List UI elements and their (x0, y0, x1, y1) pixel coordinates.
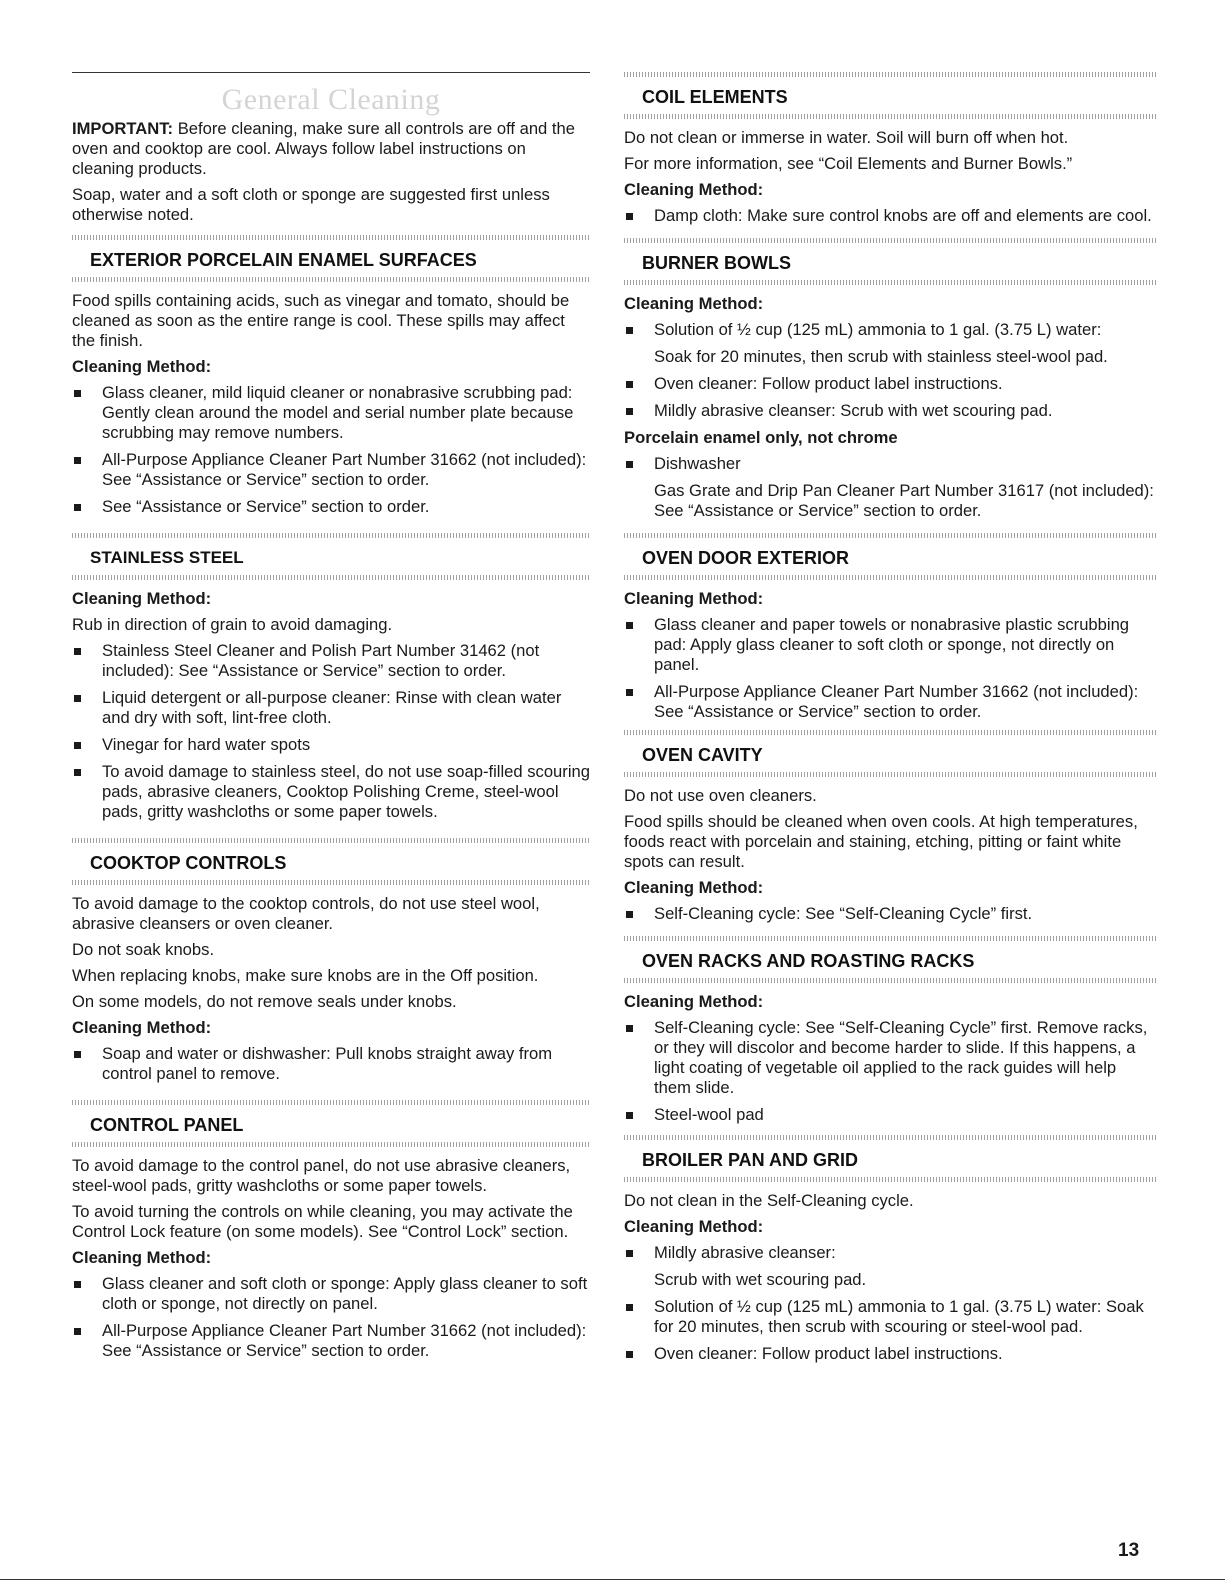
hatch-divider (624, 238, 1156, 243)
list-item: Self-Cleaning cycle: See “Self-Cleaning Cycle” first. (624, 904, 1156, 924)
bullet-square-icon (626, 689, 633, 696)
hatch-divider (624, 114, 1156, 119)
list-item: To avoid damage to stainless steel, do not use soap-filled scouring pads, abrasive cleaners, Cooktop Polishing Creme, steel-wool pads, gritty washcloths or some paper towels. (72, 762, 590, 822)
section-description: Rub in direction of grain to avoid damaging. (72, 615, 393, 634)
list-item: Oven cleaner: Follow product label instructions. (624, 1344, 1156, 1364)
list-item: Dishwasher (624, 454, 1156, 474)
cleaning-method-label: Cleaning Method: (72, 1248, 212, 1267)
section-cooktop-controls (72, 838, 590, 1084)
hatch-divider (624, 280, 1156, 285)
section-title: BURNER BOWLS (642, 253, 791, 273)
list-item-continuation: Scrub with wet scouring pad. (654, 1270, 867, 1289)
page-number: 13 (1118, 1540, 1140, 1561)
paragraph: For more information, see “Coil Elements and Burner Bowls.” (624, 154, 1073, 173)
bullet-square-icon (74, 1328, 81, 1335)
hatch-divider (624, 533, 1156, 538)
hatch-divider (624, 72, 1156, 77)
list-item: All-Purpose Appliance Cleaner Part Number 31662 (not included): See “Assistance or Service” section to order. (72, 450, 590, 490)
section-oven-racks (624, 936, 1156, 1125)
hatch-divider (624, 1177, 1156, 1182)
cleaning-method-label: Cleaning Method: (72, 589, 212, 608)
hatch-divider (72, 1142, 590, 1147)
section-description: Food spills containing acids, such as vinegar and tomato, should be cleaned as soon as the entire range is cool. These spills may affect the finish. (72, 291, 570, 350)
right-column (624, 0, 1156, 1371)
section-title: COOKTOP CONTROLS (90, 853, 287, 873)
hatch-divider (624, 936, 1156, 941)
important-text: Before cleaning, make sure all controls are off and the oven and cooktop are cool. Always follow label instructions on cleaning products. (72, 119, 575, 178)
section-burner-bowls (624, 238, 1156, 521)
soap-note: Soap, water and a soft cloth or sponge are suggested first unless otherwise noted. (72, 185, 550, 224)
list-item: Mildly abrasive cleanser: (624, 1243, 1156, 1263)
bullet-square-icon (626, 1351, 633, 1358)
hatch-divider (72, 575, 590, 580)
bullet-square-icon (626, 1304, 633, 1311)
bullet-square-icon (626, 622, 633, 629)
list-item: Self-Cleaning cycle: See “Self-Cleaning Cycle” first. Remove racks, or they will discolor and become harder to slide. If this happens, a light coating of vegetable oil applied to the rack guides will help them slide. (624, 1018, 1156, 1098)
bullet-square-icon (74, 1051, 81, 1058)
hatch-divider (624, 978, 1156, 983)
paragraph: Do not use oven cleaners. (624, 786, 817, 805)
cleaning-method-label: Cleaning Method: (624, 878, 764, 897)
bullet-square-icon (74, 1281, 81, 1288)
hatch-divider (72, 1100, 590, 1105)
section-exterior-porcelain (72, 235, 590, 517)
bullet-square-icon (626, 911, 633, 918)
paragraph: Do not clean in the Self-Cleaning cycle. (624, 1191, 914, 1210)
list-item: Steel-wool pad (624, 1105, 1156, 1125)
paragraph: To avoid damage to the cooktop controls, do not use steel wool, abrasive cleansers or oven cleaner. (72, 894, 540, 933)
list-item: Damp cloth: Make sure control knobs are off and elements are cool. (624, 206, 1156, 226)
list-item: Vinegar for hard water spots (72, 735, 590, 755)
porcelain-only-label: Porcelain enamel only, not chrome (624, 428, 898, 447)
section-title: BROILER PAN AND GRID (642, 1150, 858, 1170)
list-item-continuation: Gas Grate and Drip Pan Cleaner Part Number 31617 (not included): See “Assistance or Service” section to order. (654, 481, 1154, 520)
list-item: Solution of ½ cup (125 mL) ammonia to 1 gal. (3.75 L) water: (624, 320, 1156, 340)
list-item: Oven cleaner: Follow product label instructions. (624, 374, 1156, 394)
cleaning-method-label: Cleaning Method: (624, 1217, 764, 1236)
hatch-divider (72, 838, 590, 843)
important-label: IMPORTANT: (72, 119, 174, 138)
list-item: Mildly abrasive cleanser: Scrub with wet scouring pad. (624, 401, 1156, 421)
hatch-divider (72, 880, 590, 885)
section-oven-cavity (624, 730, 1156, 924)
cleaning-method-label: Cleaning Method: (624, 294, 764, 313)
section-control-panel (72, 1100, 590, 1361)
bullet-square-icon (74, 769, 81, 776)
paragraph: Do not clean or immerse in water. Soil will burn off when hot. (624, 128, 1069, 147)
list-item-continuation: Soak for 20 minutes, then scrub with stainless steel-wool pad. (654, 347, 1108, 366)
hatch-divider (72, 235, 590, 240)
list-item: See “Assistance or Service” section to order. (72, 497, 590, 517)
section-title: EXTERIOR PORCELAIN ENAMEL SURFACES (90, 250, 477, 270)
hatch-divider (624, 575, 1156, 580)
section-title: STAINLESS STEEL (90, 548, 244, 567)
bullet-square-icon (74, 457, 81, 464)
cleaning-method-label: Cleaning Method: (624, 589, 764, 608)
list-item: All-Purpose Appliance Cleaner Part Number 31662 (not included): See “Assistance or Service” section to order. (624, 682, 1156, 722)
bullet-square-icon (74, 504, 81, 511)
section-title: OVEN CAVITY (642, 745, 763, 765)
bottom-rule (0, 1579, 1225, 1580)
list-item: All-Purpose Appliance Cleaner Part Number 31662 (not included): See “Assistance or Service” section to order. (72, 1321, 590, 1361)
hatch-divider (72, 533, 590, 538)
bullet-square-icon (74, 742, 81, 749)
bullet-square-icon (626, 213, 633, 220)
list-item: Soap and water or dishwasher: Pull knobs straight away from control panel to remove. (72, 1044, 590, 1084)
cleaning-method-label: Cleaning Method: (72, 1018, 212, 1037)
hatch-divider (624, 730, 1156, 735)
hatch-divider (72, 277, 590, 282)
section-title: OVEN DOOR EXTERIOR (642, 548, 850, 568)
list-item: Glass cleaner, mild liquid cleaner or nonabrasive scrubbing pad: Gently clean around the model and serial number plate because scrubbing may remove numbers. (72, 383, 590, 443)
section-oven-door-exterior (624, 533, 1156, 722)
paragraph: Do not soak knobs. (72, 940, 215, 959)
section-title: OVEN RACKS AND ROASTING RACKS (642, 951, 975, 971)
paragraph: To avoid damage to the control panel, do not use abrasive cleaners, steel-wool pads, gritty washcloths or some paper towels. (72, 1156, 571, 1195)
paragraph: To avoid turning the controls on while cleaning, you may activate the Control Lock feature (on some models). See “Control Lock” section. (72, 1202, 573, 1241)
bullet-square-icon (626, 381, 633, 388)
top-rule (72, 72, 590, 73)
bullet-square-icon (626, 1112, 633, 1119)
bullet-square-icon (74, 390, 81, 397)
list-item: Stainless Steel Cleaner and Polish Part Number 31462 (not included): See “Assistance or Service” section to order. (72, 641, 590, 681)
paragraph: When replacing knobs, make sure knobs are in the Off position. (72, 966, 539, 985)
paragraph: On some models, do not remove seals under knobs. (72, 992, 457, 1011)
section-title: CONTROL PANEL (90, 1115, 244, 1135)
hatch-divider (624, 1135, 1156, 1140)
bullet-square-icon (626, 1250, 633, 1257)
bullet-square-icon (626, 1025, 633, 1032)
bullet-square-icon (626, 327, 633, 334)
bullet-square-icon (74, 648, 81, 655)
list-item: Glass cleaner and paper towels or nonabrasive plastic scrubbing pad: Apply glass cleaner to soft cloth or sponge, not directly on panel. (624, 615, 1156, 675)
section-title: COIL ELEMENTS (642, 87, 788, 107)
section-broiler-pan (624, 1135, 1156, 1364)
bullet-square-icon (626, 408, 633, 415)
section-coil-elements (624, 72, 1156, 226)
cleaning-method-label: Cleaning Method: (624, 992, 764, 1011)
list-item: Glass cleaner and soft cloth or sponge: Apply glass cleaner to soft cloth or sponge, not directly on panel. (72, 1274, 590, 1314)
bullet-square-icon (626, 461, 633, 468)
section-stainless-steel (72, 533, 590, 822)
page-title: General Cleaning (221, 83, 441, 116)
list-item: Solution of ½ cup (125 mL) ammonia to 1 gal. (3.75 L) water: Soak for 20 minutes, then scrub with scouring or steel-wool pad. (624, 1297, 1156, 1337)
left-column (72, 0, 590, 1368)
paragraph: Food spills should be cleaned when oven cools. At high temperatures, foods react with porcelain and staining, etching, pitting or faint white spots can result. (624, 812, 1138, 871)
important-note (72, 119, 590, 179)
hatch-divider (624, 772, 1156, 777)
bullet-square-icon (74, 695, 81, 702)
list-item: Liquid detergent or all-purpose cleaner: Rinse with clean water and dry with soft, lint-free cloth. (72, 688, 590, 728)
cleaning-method-label: Cleaning Method: (72, 357, 212, 376)
cleaning-method-label: Cleaning Method: (624, 180, 764, 199)
